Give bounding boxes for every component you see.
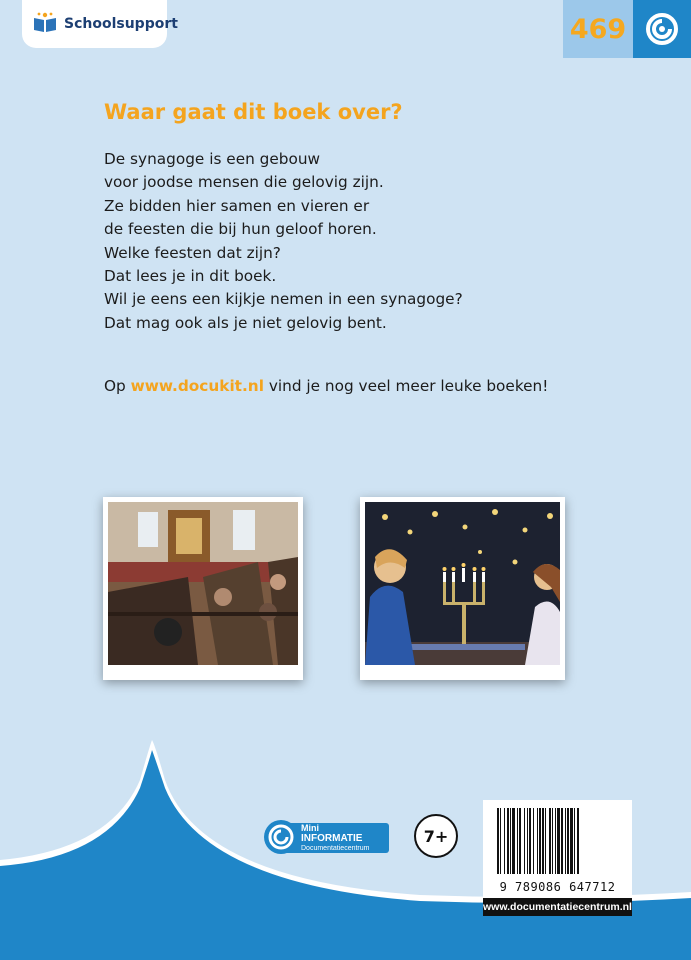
barcode-bars <box>483 800 632 878</box>
barcode-bar <box>542 808 544 874</box>
mini-logo-line3: Documentatiecentrum <box>301 845 370 852</box>
age-badge: 7+ <box>414 814 458 858</box>
isbn-number: 9 789086 647712 <box>499 880 616 894</box>
description-line: Welke feesten dat zijn? <box>104 243 281 262</box>
barcode-bar <box>527 808 528 874</box>
website-url[interactable]: www.documentatiecentrum.nl <box>483 898 632 916</box>
barcode <box>483 800 632 916</box>
description-line: de feesten die bij hun geloof horen. <box>104 220 377 239</box>
description <box>104 148 644 335</box>
barcode-bar <box>512 808 515 874</box>
barcode-bar <box>539 808 541 874</box>
description-line: Dat lees je in dit boek. <box>104 267 277 286</box>
barcode-bar <box>529 808 531 874</box>
barcode-bar <box>570 808 573 874</box>
barcode-bar <box>552 808 553 874</box>
barcode-bar <box>565 808 566 874</box>
series-number: 469 <box>569 13 627 45</box>
barcode-bar <box>510 808 511 874</box>
publisher-brand <box>22 0 178 48</box>
barcode-bar <box>537 808 538 874</box>
menorah-photo <box>360 497 565 680</box>
series-number-box <box>563 0 633 58</box>
barcode-bar <box>524 808 525 874</box>
barcode-bar <box>561 808 563 874</box>
barcode-bar <box>555 808 556 874</box>
barcode-bar <box>507 808 509 874</box>
barcode-bar <box>545 808 546 874</box>
docukit-link[interactable]: www.docukit.nl <box>130 377 264 395</box>
barcode-bar <box>497 808 499 874</box>
description-line: Wil je eens een kijkje nemen in een synagoge? <box>104 290 463 309</box>
spiral-logo-icon <box>633 0 691 58</box>
weblink-sentence <box>104 377 548 395</box>
description-line: Ze bidden hier samen en vieren er <box>104 196 370 215</box>
barcode-bar <box>504 808 505 874</box>
barcode-bar <box>533 808 534 874</box>
description-line: Dat mag ook als je niet gelovig bent. <box>104 313 387 332</box>
weblink-prefix: Op <box>104 377 131 395</box>
barcode-bar <box>549 808 551 874</box>
barcode-bar <box>567 808 569 874</box>
description-line: De synagoge is een gebouw <box>104 150 321 168</box>
description-line: voor joodse mensen die gelovig zijn. <box>104 173 384 192</box>
page-title: Waar gaat dit boek over? <box>104 100 403 124</box>
mini-logo-line1: Mini <box>301 823 319 833</box>
book-stars-icon <box>32 11 58 37</box>
barcode-bar <box>519 808 521 874</box>
mini-logo-line2: INFORMATIE <box>301 833 363 844</box>
brand-name: Schoolsupport <box>64 16 178 32</box>
barcode-bar <box>557 808 560 874</box>
barcode-bar <box>574 808 575 874</box>
weblink-suffix: vind je nog veel meer leuke boeken! <box>263 377 549 395</box>
barcode-bar <box>517 808 518 874</box>
barcode-bar <box>500 808 501 874</box>
mini-informatie-logo <box>263 817 391 857</box>
synagogue-photo <box>103 497 303 680</box>
barcode-bar <box>577 808 579 874</box>
